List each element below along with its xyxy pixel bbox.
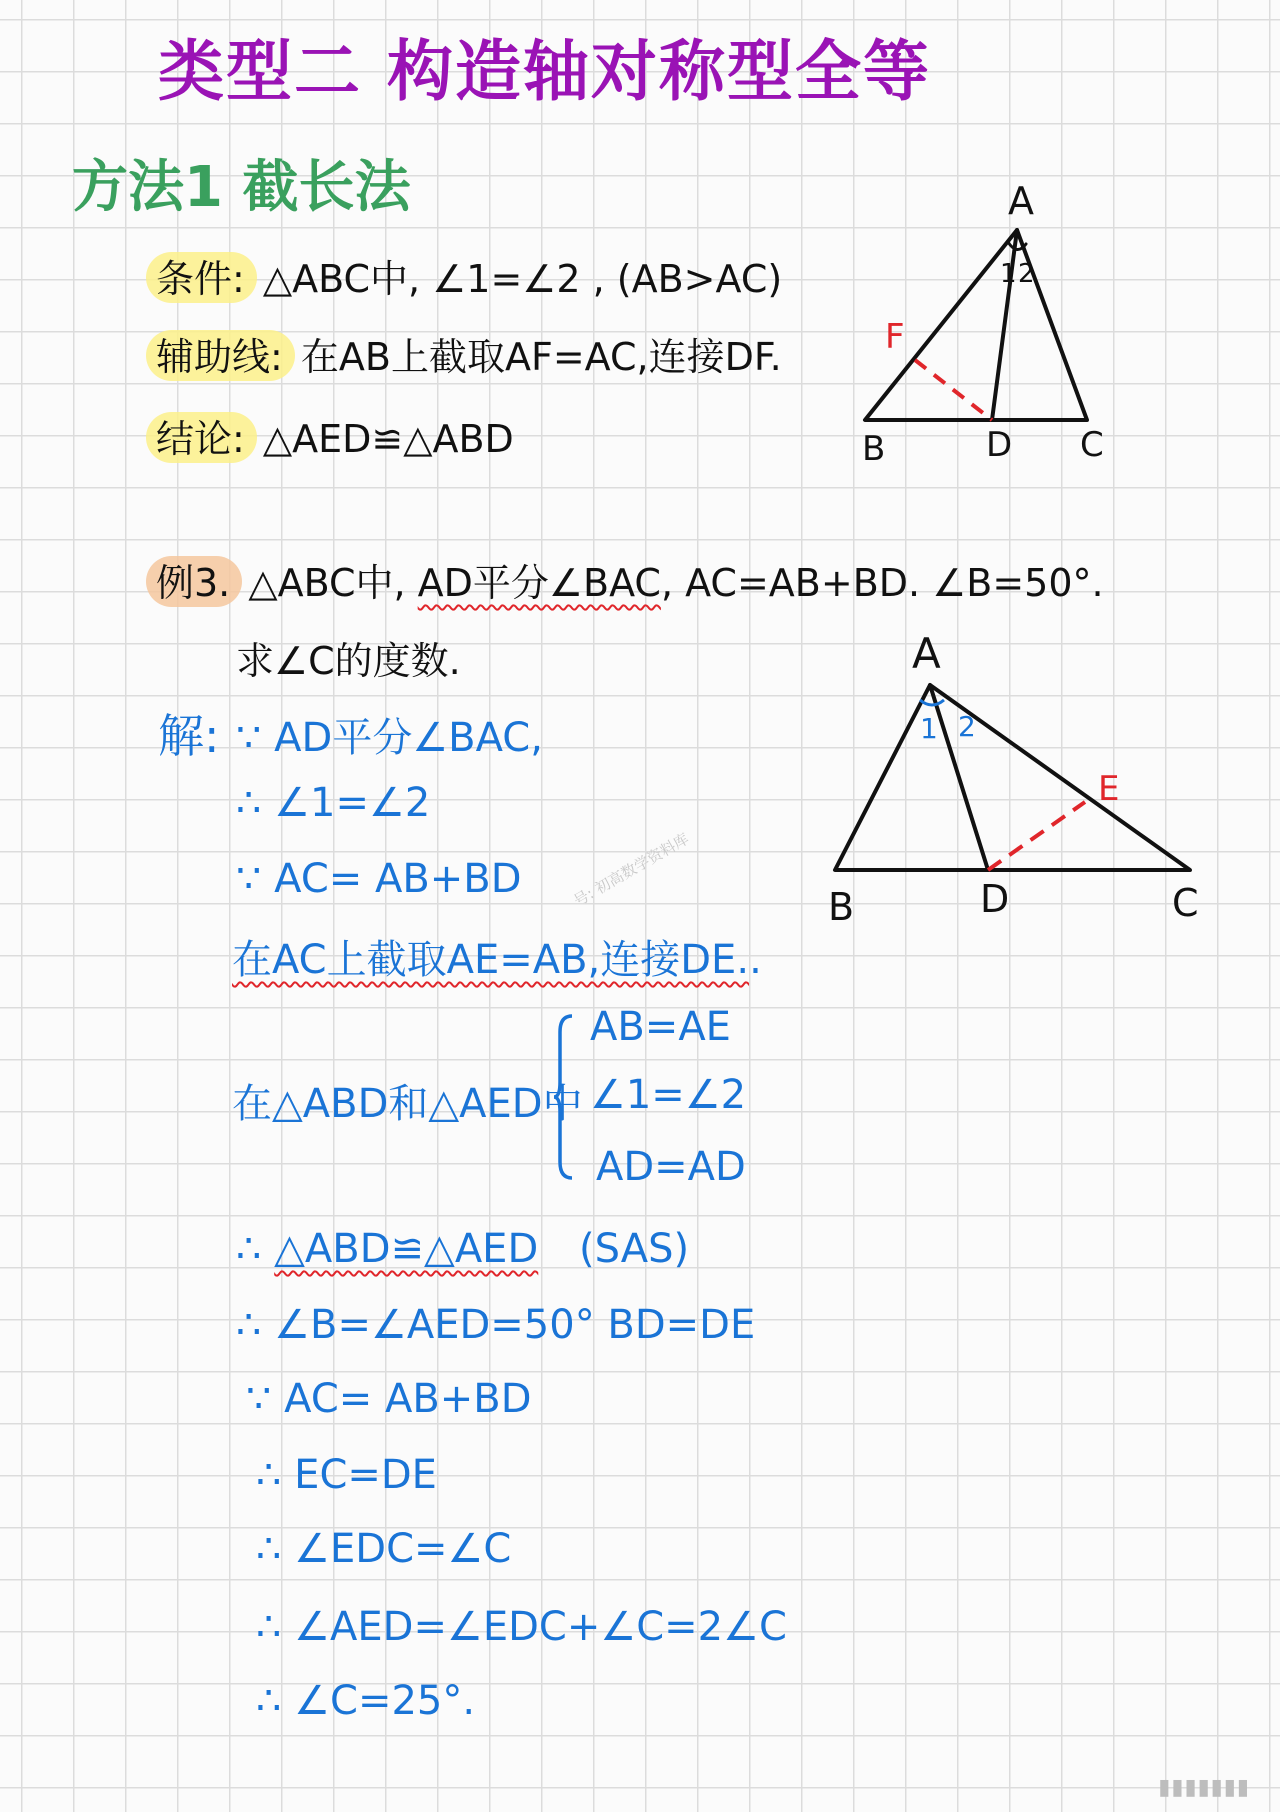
system-brace <box>552 1012 576 1182</box>
example-label: 例3. <box>150 552 236 607</box>
label-angle-1: 1 <box>1000 259 1017 289</box>
solution-line-10: ∴ ∠EDC=∠C <box>256 1526 512 1572</box>
figure-2-triangle <box>820 630 1220 930</box>
example-text-c: , AC=AB+BD. ∠B=50°. <box>660 561 1104 605</box>
solution-line-6-therefore: ∴ <box>236 1226 262 1272</box>
conclusion-text: △AED≌△ABD <box>262 417 514 461</box>
solution-line-6-congruence: △ABD≌△AED <box>274 1226 539 1272</box>
conclusion-row <box>150 408 514 463</box>
label-a: A <box>1008 179 1034 223</box>
condition-row <box>150 248 782 303</box>
footer-watermark-icon: ▮▮▮▮▮▮▮ <box>1158 1775 1250 1800</box>
label-angle-2: 2 <box>958 710 976 743</box>
method-heading: 方法1 截长法 <box>72 155 411 220</box>
figure-1-triangle <box>840 170 1160 470</box>
system-eq-1: AB=AE <box>590 1004 731 1050</box>
solution-line-4 <box>232 928 762 985</box>
example-text-a: △ABC中, <box>248 561 418 605</box>
example-row <box>150 552 1104 607</box>
solution-line-3: ∵ AC= AB+BD <box>236 856 522 902</box>
solution-line-4-text: 在AC上截取AE=AB,连接DE. <box>232 937 750 983</box>
aux-line-label: 辅助线: <box>150 326 289 381</box>
condition-text: △ABC中, ∠1=∠2 , (AB>AC) <box>262 257 783 301</box>
label-angle-2: 2 <box>1018 259 1035 289</box>
solution-line-9: ∴ EC=DE <box>256 1452 437 1498</box>
conclusion-label: 结论: <box>150 408 251 463</box>
system-eq-3: AD=AD <box>596 1144 746 1190</box>
solution-line-2: ∴ ∠1=∠2 <box>236 780 431 826</box>
label-angle-1: 1 <box>920 712 938 745</box>
label-a: A <box>912 630 941 678</box>
triangle-abc <box>835 685 1190 870</box>
watermark-text: 号: 初高数学资料库 <box>570 829 692 911</box>
page-title: 类型二 构造轴对称型全等 <box>158 33 931 110</box>
example-text-b: AD平分∠BAC <box>417 561 661 605</box>
solution-line-8: ∵ AC= AB+BD <box>246 1376 532 1422</box>
aux-line-row <box>150 326 782 381</box>
example-question: 求∠C的度数. <box>236 639 461 683</box>
label-b: B <box>862 429 886 469</box>
label-c: C <box>1080 425 1104 465</box>
solution-line-4-end: . <box>749 937 762 983</box>
label-d: D <box>980 877 1010 921</box>
aux-line-text: 在AB上截取AF=AC,连接DF. <box>300 335 782 379</box>
label-c: C <box>1172 881 1199 925</box>
solution-line-5: 在△ABD和△AED中 <box>232 1081 583 1127</box>
label-b: B <box>828 885 855 929</box>
solution-line-6-reason: (SAS) <box>578 1226 690 1272</box>
label-e: E <box>1098 769 1120 809</box>
solution-line-11: ∴ ∠AED=∠EDC+∠C=2∠C <box>256 1604 787 1650</box>
dashed-segment-de <box>988 802 1085 870</box>
label-d: D <box>986 425 1013 465</box>
solution-line-12: ∴ ∠C=25°. <box>256 1678 476 1724</box>
dashed-segment-df <box>915 360 992 420</box>
solution-line-7: ∴ ∠B=∠AED=50° BD=DE <box>236 1302 756 1348</box>
label-f: F <box>885 317 905 357</box>
solution-line-6 <box>236 1226 689 1272</box>
solution-line-1: ∵ AD平分∠BAC, <box>236 715 543 761</box>
system-eq-2: ∠1=∠2 <box>590 1072 747 1118</box>
condition-label: 条件: <box>150 248 251 303</box>
solution-label: 解: <box>158 709 220 763</box>
